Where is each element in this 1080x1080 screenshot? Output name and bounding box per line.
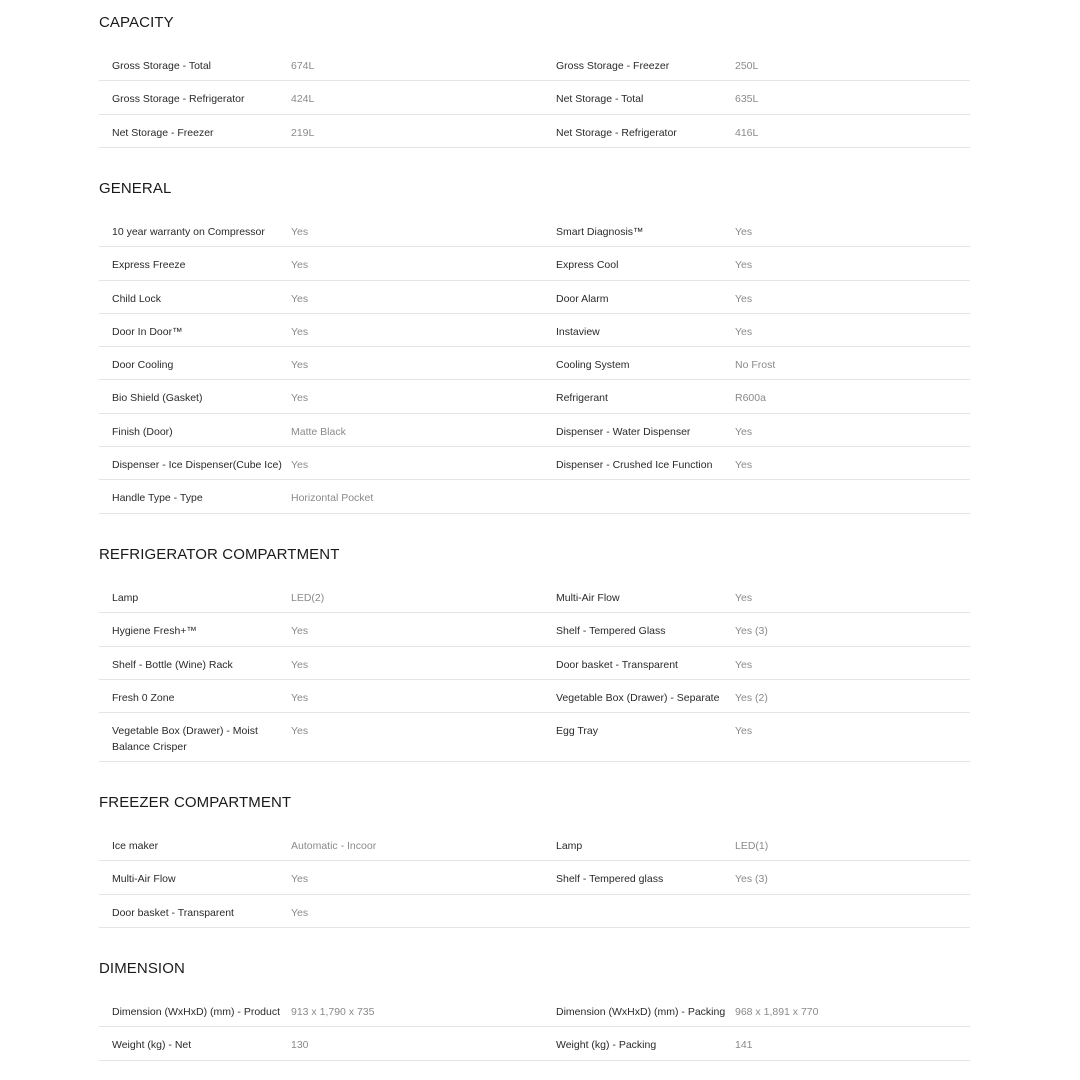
spec-item <box>543 390 970 406</box>
spec-label: Shelf - Tempered Glass <box>556 625 666 638</box>
spec-value: Yes <box>291 459 309 472</box>
spec-item <box>99 125 543 141</box>
spec-value: 219L <box>291 126 315 139</box>
spec-value: 913 x 1,790 x 735 <box>291 1006 375 1018</box>
spec-label: Door Alarm <box>556 292 609 305</box>
spec-value: 635L <box>735 93 759 106</box>
section-title: FREEZER COMPARTMENT <box>99 794 292 811</box>
spec-value: 416L <box>735 126 759 139</box>
spec-section-general <box>99 180 970 505</box>
spec-value: Yes <box>291 658 309 671</box>
spec-label: Gross Storage - Total <box>112 60 212 72</box>
spec-value: Yes <box>291 292 309 305</box>
spec-item <box>99 871 543 887</box>
spec-value: Yes (3) <box>735 625 768 638</box>
spec-label: Door basket - Transparent <box>556 658 678 671</box>
spec-value: 250L <box>735 60 759 72</box>
spec-table <box>99 580 970 762</box>
spec-item <box>99 838 543 854</box>
spec-label: Net Storage - Freezer <box>112 126 214 139</box>
spec-item <box>543 291 970 307</box>
spec-item <box>99 390 543 406</box>
spec-item <box>543 838 970 854</box>
spec-label: Door Cooling <box>112 359 174 372</box>
spec-label: Dimension (WxHxD) (mm) - Product <box>112 1006 281 1018</box>
spec-label: Fresh 0 Zone <box>112 691 175 704</box>
spec-label: Door basket - Transparent <box>112 906 234 919</box>
section-title: CAPACITY <box>99 14 174 31</box>
spec-value: Yes <box>735 658 753 671</box>
spec-item <box>543 723 970 739</box>
spec-section-refrigerator-compartment <box>99 546 970 754</box>
spec-value: 130 <box>291 1039 309 1052</box>
spec-label: Net Storage - Total <box>556 93 644 106</box>
spec-value: Yes <box>291 906 309 919</box>
spec-value: Yes <box>735 226 753 238</box>
spec-item <box>543 91 970 107</box>
spec-row <box>99 247 970 280</box>
spec-row <box>99 580 970 613</box>
spec-label: Egg Tray <box>556 725 599 738</box>
spec-value: Yes <box>735 425 753 438</box>
spec-value: Yes <box>291 691 309 704</box>
spec-table <box>99 994 970 1061</box>
spec-item <box>543 424 970 440</box>
spec-row <box>99 380 970 413</box>
spec-label: Refrigerant <box>556 392 608 405</box>
spec-item <box>99 1037 543 1053</box>
spec-row <box>99 314 970 347</box>
spec-item <box>99 657 543 673</box>
spec-row <box>99 447 970 480</box>
spec-label: Smart Diagnosis™ <box>556 226 644 238</box>
spec-section-dimension <box>99 960 970 1052</box>
spec-row <box>99 347 970 380</box>
spec-label: Bio Shield (Gasket) <box>112 392 203 405</box>
spec-value: Yes <box>291 392 309 405</box>
spec-label: Shelf - Tempered glass <box>556 873 664 886</box>
spec-value: Yes (3) <box>735 873 768 886</box>
spec-item <box>99 590 543 606</box>
spec-item <box>543 58 970 74</box>
spec-row <box>99 48 970 81</box>
spec-item <box>99 424 543 440</box>
spec-value: Yes <box>735 592 753 604</box>
spec-table <box>99 214 970 514</box>
spec-label: Cooling System <box>556 359 630 372</box>
spec-item <box>543 324 970 340</box>
spec-label: Vegetable Box (Drawer) - Moist Balance Crisper <box>112 725 258 754</box>
spec-row <box>99 647 970 680</box>
spec-row <box>99 281 970 314</box>
spec-value: 968 x 1,891 x 770 <box>735 1006 819 1018</box>
spec-item <box>99 324 543 340</box>
spec-item <box>543 871 970 887</box>
spec-item <box>99 623 543 639</box>
spec-row <box>99 115 970 148</box>
spec-label: Weight (kg) - Packing <box>556 1039 657 1052</box>
spec-value: Horizontal Pocket <box>291 492 374 505</box>
spec-item <box>543 590 970 606</box>
spec-label: Gross Storage - Freezer <box>556 60 670 72</box>
spec-label: Handle Type - Type <box>112 492 203 505</box>
spec-item <box>99 490 543 506</box>
spec-row <box>99 861 970 894</box>
spec-label: Gross Storage - Refrigerator <box>112 93 245 106</box>
spec-label: Shelf - Bottle (Wine) Rack <box>112 658 233 671</box>
spec-row <box>99 81 970 114</box>
spec-item <box>99 291 543 307</box>
spec-label: Child Lock <box>112 292 162 305</box>
spec-item <box>543 690 970 706</box>
spec-item <box>543 224 970 240</box>
spec-label: Express Cool <box>556 259 619 272</box>
spec-label: Multi-Air Flow <box>556 592 620 604</box>
spec-item <box>99 457 543 473</box>
spec-label: Lamp <box>112 592 139 604</box>
spec-value: Yes <box>735 259 753 272</box>
spec-value: Yes <box>735 459 753 472</box>
spec-label: Dimension (WxHxD) (mm) - Packing <box>556 1006 726 1018</box>
spec-label: Express Freeze <box>112 259 186 272</box>
spec-item <box>99 91 543 107</box>
spec-item <box>543 1037 970 1053</box>
spec-value: Yes <box>291 325 309 338</box>
spec-label: Lamp <box>556 840 583 852</box>
spec-section-freezer-compartment <box>99 794 970 919</box>
spec-label: Multi-Air Flow <box>112 873 176 886</box>
section-title: GENERAL <box>99 180 172 197</box>
spec-row <box>99 680 970 713</box>
spec-label: 10 year warranty on Compressor <box>112 226 265 238</box>
spec-item <box>99 1004 543 1020</box>
spec-item <box>99 357 543 373</box>
spec-row <box>99 214 970 247</box>
section-title: DIMENSION <box>99 960 185 977</box>
spec-item <box>99 58 543 74</box>
spec-item <box>543 257 970 273</box>
spec-item <box>99 224 543 240</box>
section-title: REFRIGERATOR COMPARTMENT <box>99 546 340 563</box>
spec-value: Yes <box>291 873 309 886</box>
spec-item <box>99 690 543 706</box>
spec-value: Yes <box>291 359 309 372</box>
spec-label: Ice maker <box>112 840 159 852</box>
spec-value: 424L <box>291 93 315 106</box>
spec-value: 674L <box>291 60 315 72</box>
spec-item <box>543 623 970 639</box>
spec-label: Finish (Door) <box>112 425 173 438</box>
spec-section-capacity <box>99 14 970 139</box>
spec-value: Automatic - Incoor <box>291 840 377 852</box>
spec-label: Dispenser - Crushed Ice Function <box>556 459 713 472</box>
spec-value: R600a <box>735 392 766 405</box>
spec-label: Hygiene Fresh+™ <box>112 625 197 638</box>
spec-row <box>99 414 970 447</box>
spec-value: LED(1) <box>735 840 769 852</box>
spec-label: Dispenser - Ice Dispenser(Cube Ice) <box>112 459 282 472</box>
spec-value: Yes <box>291 625 309 638</box>
spec-value: 141 <box>735 1039 753 1052</box>
spec-row <box>99 613 970 646</box>
spec-item <box>99 723 543 755</box>
spec-row <box>99 1027 970 1060</box>
spec-label: Instaview <box>556 325 600 338</box>
spec-item <box>99 905 543 921</box>
spec-value: LED(2) <box>291 592 325 604</box>
spec-row <box>99 480 970 513</box>
spec-value: Yes <box>735 325 753 338</box>
spec-label: Weight (kg) - Net <box>112 1039 192 1052</box>
spec-row <box>99 895 970 928</box>
spec-label: Vegetable Box (Drawer) - Separate <box>556 691 720 704</box>
spec-label: Door In Door™ <box>112 325 183 338</box>
spec-item <box>543 357 970 373</box>
spec-value: Yes <box>291 725 309 738</box>
spec-value: Yes <box>735 725 753 738</box>
spec-item <box>543 125 970 141</box>
spec-label: Net Storage - Refrigerator <box>556 126 677 139</box>
spec-row <box>99 828 970 861</box>
spec-value: Yes <box>291 259 309 272</box>
spec-row <box>99 994 970 1027</box>
spec-value: Yes <box>291 226 309 238</box>
spec-table <box>99 48 970 148</box>
spec-value: Yes (2) <box>735 691 768 704</box>
spec-item <box>99 257 543 273</box>
spec-value: Yes <box>735 292 753 305</box>
spec-value: No Frost <box>735 359 776 372</box>
spec-label: Dispenser - Water Dispenser <box>556 425 691 438</box>
spec-table <box>99 828 970 928</box>
spec-row <box>99 713 970 762</box>
spec-value: Matte Black <box>291 425 346 438</box>
spec-item <box>543 457 970 473</box>
spec-item <box>543 657 970 673</box>
spec-item <box>543 1004 970 1020</box>
